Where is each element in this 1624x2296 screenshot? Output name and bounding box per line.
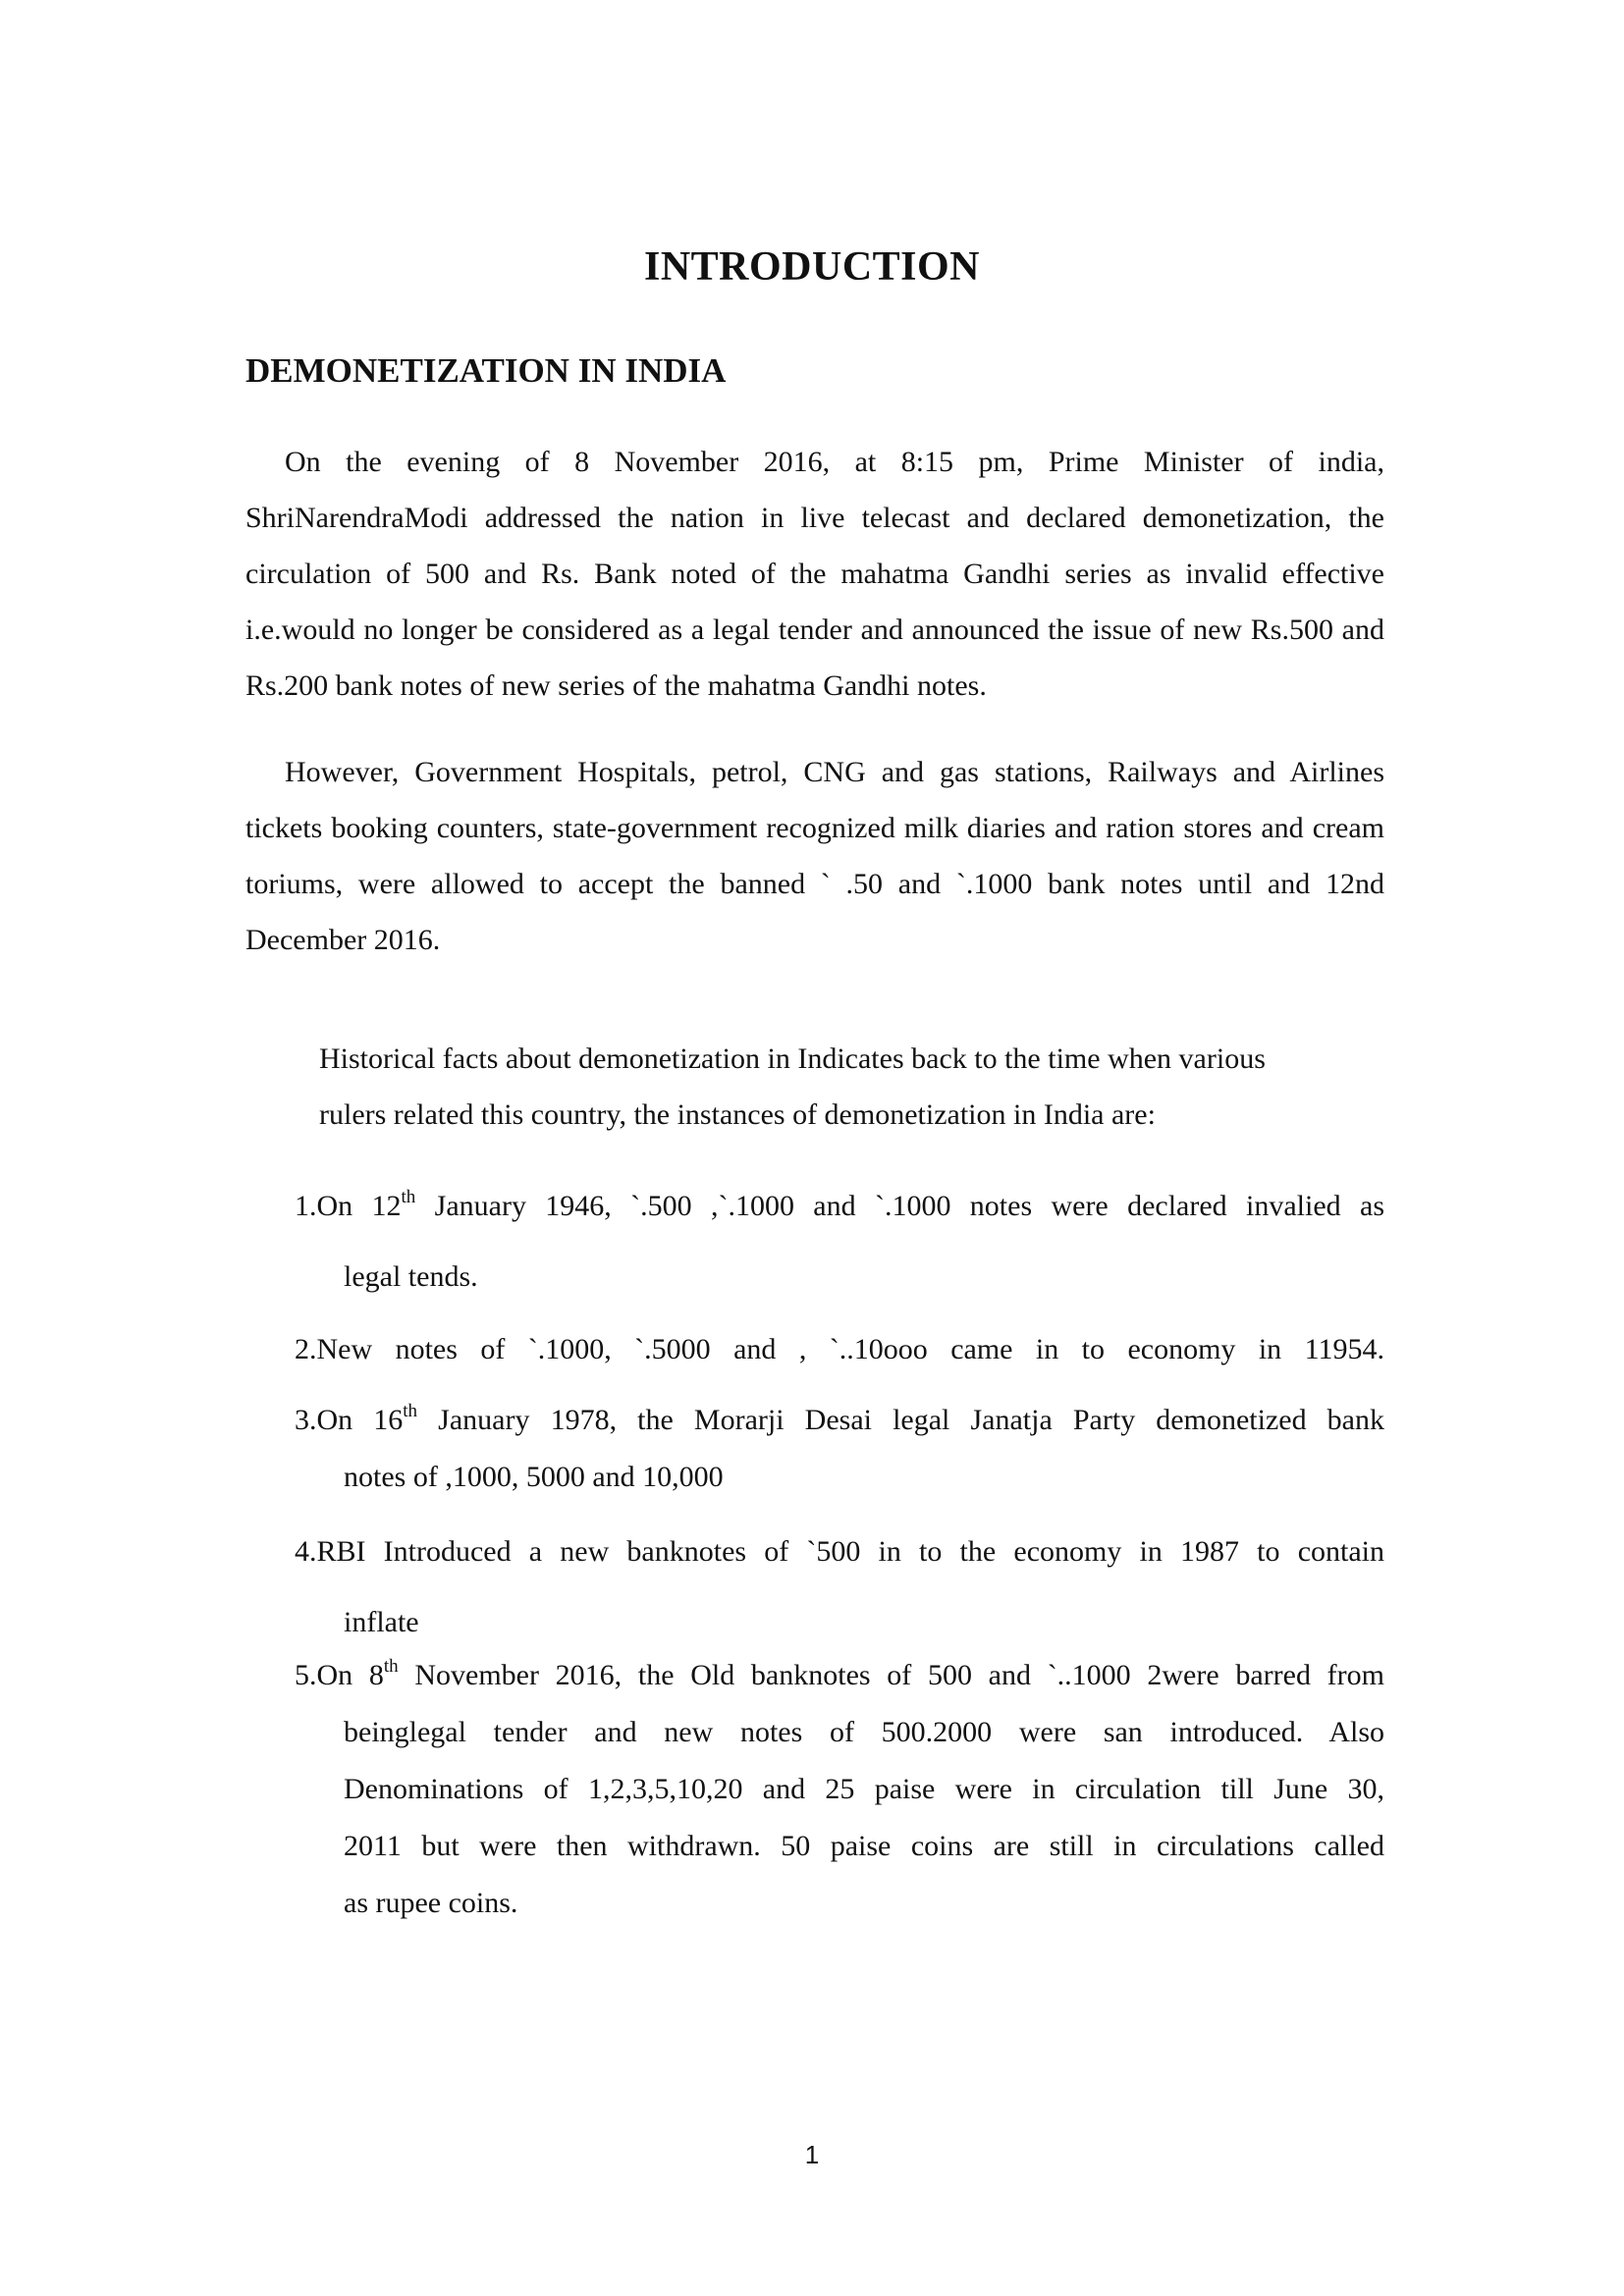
list-item-continuation: 2011 but were then withdrawn. 50 paise coins are still in circulations called	[344, 1830, 1384, 1862]
list-item-first-line: 1.On 12th January 1946, `.500 ,`.1000 and `.1000 notes were declared invalied as	[295, 1187, 1384, 1222]
list-item-continuation: inflate	[344, 1606, 419, 1638]
list-item-continuation: beinglegal tender and new notes of 500.2000 were san introduced. Also	[344, 1716, 1384, 1748]
paragraph-3-line: Historical facts about demonetization in Indicates back to the time when various	[319, 1042, 1266, 1075]
list-item-continuation: Denominations of 1,2,3,5,10,20 and 25 paise were in circulation till June 30,	[344, 1773, 1384, 1805]
list-item	[295, 1523, 1384, 1651]
list-item-first-line: 5.On 8th November 2016, the Old banknotes of 500 and `..1000 2were barred from	[295, 1656, 1385, 1691]
paragraph-3	[245, 1031, 1384, 1143]
list-item	[295, 1178, 1384, 1306]
list-item-continuation: legal tends.	[344, 1260, 478, 1293]
list-item	[295, 1321, 1384, 1378]
list-item	[295, 1647, 1384, 1932]
page-title: INTRODUCTION	[643, 244, 981, 290]
page-number: 1	[804, 2140, 820, 2169]
section-heading: DEMONETIZATION IN INDIA	[245, 351, 727, 390]
list-item-first-line: 4.RBI Introduced a new banknotes of `500 in to the economy in 1987 to contain	[295, 1535, 1384, 1568]
paragraph-1: On the evening of 8 November 2016, at 8:15 pm, Prime Minister of india, ShriNarendraModi addressed the nation in live telecast and declared demonetization, the circulation of 500 and Rs. Bank noted of the mahatma Gandhi series as invalid effective i.e.would no longer be considered as a legal tender and announced the issue of new Rs.500 and Rs.200 bank notes of new series of the mahatma Gandhi notes.	[245, 446, 1384, 702]
list-item-first-line: 3.On 16th January 1978, the Morarji Desai legal Janatja Party demonetized bank	[295, 1401, 1384, 1436]
paragraph-2: However, Government Hospitals, petrol, CNG and gas stations, Railways and Airlines tickets booking counters, state-government recognized milk diaries and ration stores and cream toriums, were allowed to accept the banned ` .50 and `.1000 bank notes until and 12nd December 2016.	[245, 756, 1384, 956]
list-item-continuation: notes of ,1000, 5000 and 10,000	[344, 1461, 724, 1493]
paragraph-3-line: rulers related this country, the instances of demonetization in India are:	[319, 1098, 1156, 1131]
list-item-first-line: 2.New notes of `.1000, `.5000 and , `..10ooo came in to economy in 11954.	[295, 1333, 1384, 1365]
list-item	[295, 1392, 1384, 1506]
list-item-continuation: as rupee coins.	[344, 1887, 518, 1919]
